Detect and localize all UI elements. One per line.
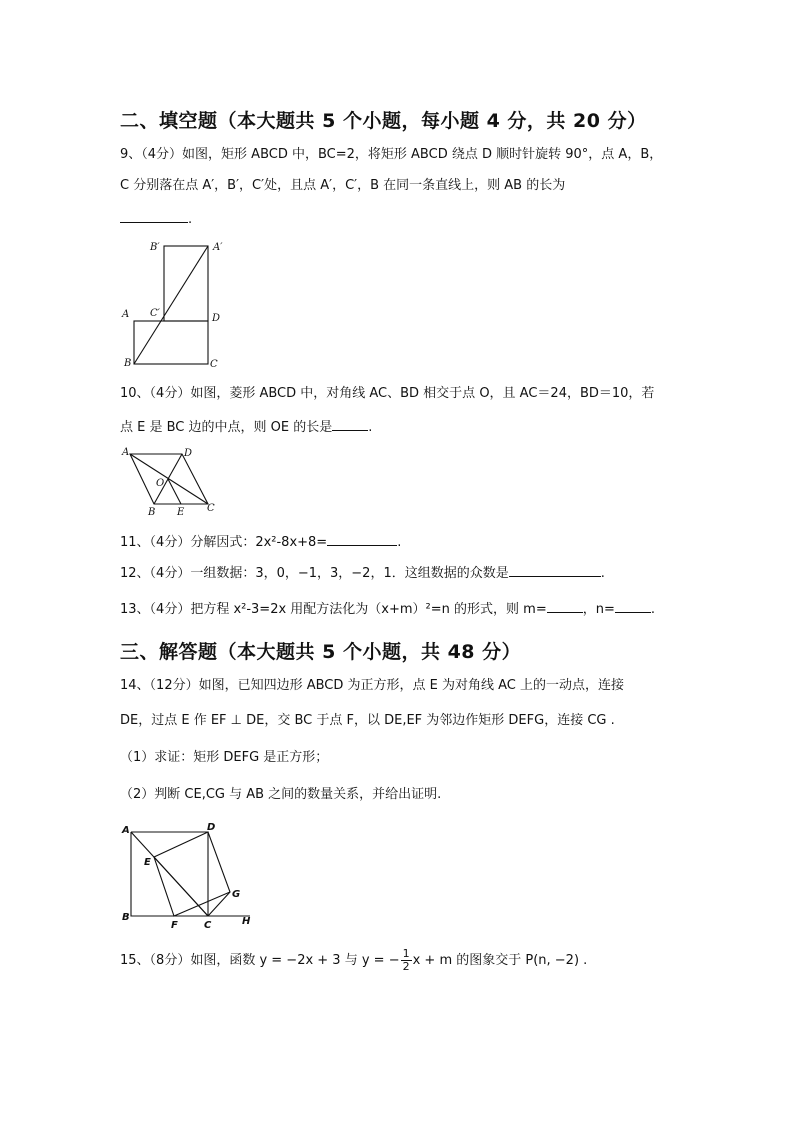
q15-line: 15、（8分）如图，函数 y = −2x + 3 与 y = − $\frac{1}{2}$ x + m 的图象交于 P(n, −2) . bbox=[120, 947, 588, 973]
q11-answer-blank[interactable] bbox=[327, 531, 397, 546]
label-a: A bbox=[122, 447, 130, 458]
section-title-fill-in: 二、填空题（本大题共 5 个小题，每小题 4 分，共 20 分） bbox=[120, 110, 647, 132]
label-c-prime: C′ bbox=[150, 308, 160, 319]
q14-line1: 14、（12分）如图，已知四边形 ABCD 为正方形，点 E 为对角线 AC 上的一动点，连接 bbox=[120, 678, 625, 693]
q13-m-blank[interactable] bbox=[547, 598, 583, 613]
q13-n-blank[interactable] bbox=[615, 598, 651, 613]
label-a: A bbox=[122, 825, 130, 836]
q10-figure bbox=[116, 444, 226, 520]
diagonal-line bbox=[134, 246, 208, 364]
label-a: A bbox=[122, 309, 130, 320]
q12-line: 12、（4分）一组数据：3，0，−1，3，−2，1．这组数据的众数是 . bbox=[120, 562, 605, 583]
label-d: D bbox=[184, 448, 193, 459]
label-f: F bbox=[171, 920, 178, 931]
q10-line2: 点 E 是 BC 边的中点，则 OE 的长是 . bbox=[120, 416, 372, 437]
label-c: C bbox=[204, 920, 212, 931]
label-d: D bbox=[207, 822, 216, 833]
q10-answer-blank[interactable] bbox=[332, 416, 368, 431]
q15-fraction: $\frac{1}{2}$ bbox=[402, 947, 410, 973]
q9-line1: 9、（4分）如图，矩形 ABCD 中，BC=2，将矩形 ABCD 绕点 D 顺时针旋转 90°，点 A，B， bbox=[120, 147, 663, 162]
q14-part1: （1）求证：矩形 DEFG 是正方形； bbox=[120, 750, 329, 765]
label-e: E bbox=[177, 507, 185, 518]
label-d: D bbox=[212, 313, 221, 324]
label-b: B bbox=[122, 912, 130, 923]
q13-line: 13、（4分）把方程 x²-3=2x 用配方法化为（x+m）²=n 的形式，则 m= ，n= . bbox=[120, 598, 655, 619]
q14-part2: （2）判断 CE,CG 与 AB 之间的数量关系，并给出证明. bbox=[120, 787, 442, 802]
label-b: B bbox=[124, 358, 132, 369]
q11-line: 11、（4分）分解因式：2x²-8x+8= . bbox=[120, 531, 401, 552]
label-c: C bbox=[207, 503, 215, 514]
square-defg bbox=[154, 832, 230, 916]
segment-ec bbox=[154, 857, 208, 916]
section-title-solve: 三、解答题（本大题共 5 个小题，共 48 分） bbox=[120, 641, 522, 663]
segment-cg bbox=[208, 892, 230, 916]
label-e: E bbox=[144, 857, 151, 868]
q12-answer-blank[interactable] bbox=[509, 562, 601, 577]
original-rectangle bbox=[134, 321, 208, 364]
q9-figure bbox=[118, 236, 228, 372]
label-a-prime: A′ bbox=[213, 242, 223, 253]
q10-line1: 10、（4分）如图，菱形 ABCD 中，对角线 AC、BD 相交于点 O，且 AC＝24，BD＝10，若 bbox=[120, 386, 655, 401]
label-g: G bbox=[232, 889, 241, 900]
label-b-prime: B′ bbox=[150, 242, 160, 253]
q14-figure bbox=[116, 820, 256, 932]
label-c: C bbox=[210, 359, 218, 370]
label-b: B bbox=[148, 507, 156, 518]
label-h: H bbox=[242, 916, 251, 927]
label-o: O bbox=[156, 478, 165, 489]
q14-line2: DE，过点 E 作 EF ⊥ DE，交 BC 于点 F，以 DE,EF 为邻边作矩形 DEFG，连接 CG . bbox=[120, 713, 615, 728]
q9-answer-line: . bbox=[120, 208, 192, 229]
q9-line2: C 分别落在点 A′，B′，C′处，且点 A′，C′，B 在同一条直线上，则 AB 的长为 bbox=[120, 178, 566, 193]
q9-answer-blank[interactable] bbox=[120, 208, 188, 223]
